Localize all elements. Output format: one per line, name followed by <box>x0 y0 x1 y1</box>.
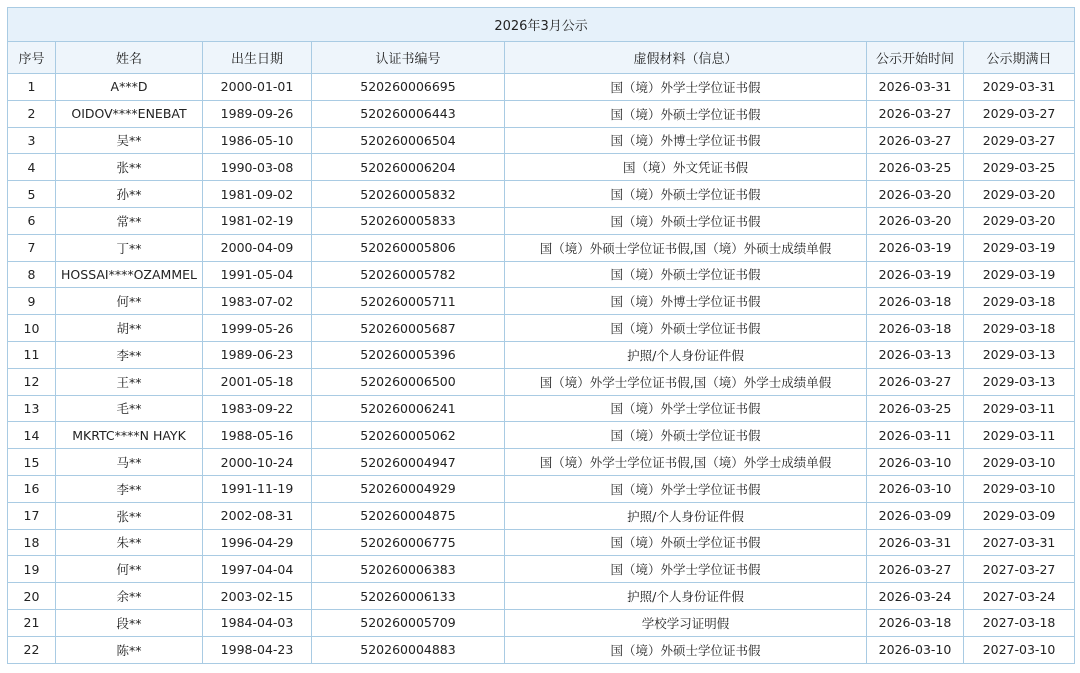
cell-false-material: 国（境）外硕士学位证书假 <box>505 422 867 449</box>
table-row <box>8 261 1075 288</box>
cell-notice-start: 2026-03-25 <box>867 154 964 181</box>
cell-certificate-number: 520260006504 <box>312 127 505 154</box>
cell-notice-start: 2026-03-31 <box>867 74 964 101</box>
cell-notice-end: 2027-03-31 <box>964 529 1075 556</box>
cell-notice-end: 2029-03-25 <box>964 154 1075 181</box>
cell-birth-date: 1991-11-19 <box>203 475 312 502</box>
cell-birth-date: 1989-06-23 <box>203 341 312 368</box>
cell-notice-end: 2029-03-27 <box>964 100 1075 127</box>
cell-notice-start: 2026-03-20 <box>867 181 964 208</box>
cell-index: 19 <box>8 556 56 583</box>
cell-name: 胡** <box>56 315 203 342</box>
cell-certificate-number: 520260005711 <box>312 288 505 315</box>
table-row <box>8 502 1075 529</box>
cell-name: 常** <box>56 207 203 234</box>
cell-notice-start: 2026-03-20 <box>867 207 964 234</box>
table-row <box>8 154 1075 181</box>
cell-notice-end: 2029-03-09 <box>964 502 1075 529</box>
cell-notice-end: 2027-03-27 <box>964 556 1075 583</box>
cell-false-material: 国（境）外学士学位证书假,国（境）外学士成绩单假 <box>505 449 867 476</box>
cell-name: 朱** <box>56 529 203 556</box>
cell-notice-end: 2029-03-18 <box>964 288 1075 315</box>
cell-certificate-number: 520260005709 <box>312 609 505 636</box>
header-birth-date: 出生日期 <box>203 42 312 74</box>
cell-birth-date: 1981-02-19 <box>203 207 312 234</box>
header-certificate-number: 认证书编号 <box>312 42 505 74</box>
table-row <box>8 422 1075 449</box>
cell-certificate-number: 520260005806 <box>312 234 505 261</box>
cell-birth-date: 1996-04-29 <box>203 529 312 556</box>
header-notice-start: 公示开始时间 <box>867 42 964 74</box>
header-name: 姓名 <box>56 42 203 74</box>
cell-birth-date: 1984-04-03 <box>203 609 312 636</box>
cell-notice-end: 2029-03-27 <box>964 127 1075 154</box>
cell-birth-date: 1983-07-02 <box>203 288 312 315</box>
cell-certificate-number: 520260005062 <box>312 422 505 449</box>
cell-name: 段** <box>56 609 203 636</box>
cell-index: 5 <box>8 181 56 208</box>
cell-certificate-number: 520260004883 <box>312 636 505 663</box>
cell-index: 17 <box>8 502 56 529</box>
cell-name: 王** <box>56 368 203 395</box>
cell-notice-end: 2029-03-20 <box>964 207 1075 234</box>
cell-birth-date: 1989-09-26 <box>203 100 312 127</box>
cell-false-material: 国（境）外学士学位证书假 <box>505 556 867 583</box>
cell-notice-start: 2026-03-27 <box>867 127 964 154</box>
cell-certificate-number: 520260006383 <box>312 556 505 583</box>
cell-notice-end: 2029-03-11 <box>964 395 1075 422</box>
cell-birth-date: 1988-05-16 <box>203 422 312 449</box>
cell-certificate-number: 520260006133 <box>312 583 505 610</box>
cell-notice-start: 2026-03-10 <box>867 449 964 476</box>
cell-name: 李** <box>56 341 203 368</box>
cell-name: 陈** <box>56 636 203 663</box>
cell-certificate-number: 520260005687 <box>312 315 505 342</box>
cell-false-material: 国（境）外硕士学位证书假 <box>505 261 867 288</box>
table-row <box>8 636 1075 663</box>
table-row <box>8 127 1075 154</box>
cell-notice-start: 2026-03-10 <box>867 636 964 663</box>
table-row <box>8 315 1075 342</box>
cell-birth-date: 1997-04-04 <box>203 556 312 583</box>
cell-index: 9 <box>8 288 56 315</box>
cell-notice-end: 2029-03-10 <box>964 449 1075 476</box>
cell-notice-start: 2026-03-27 <box>867 368 964 395</box>
cell-notice-end: 2029-03-31 <box>964 74 1075 101</box>
table-row <box>8 74 1075 101</box>
cell-false-material: 国（境）外硕士学位证书假,国（境）外硕士成绩单假 <box>505 234 867 261</box>
table-row <box>8 181 1075 208</box>
cell-name: MKRTC****N HAYK <box>56 422 203 449</box>
cell-name: A***D <box>56 74 203 101</box>
cell-false-material: 国（境）外硕士学位证书假 <box>505 207 867 234</box>
cell-false-material: 国（境）外博士学位证书假 <box>505 288 867 315</box>
cell-false-material: 国（境）外学士学位证书假,国（境）外学士成绩单假 <box>505 368 867 395</box>
cell-birth-date: 2000-04-09 <box>203 234 312 261</box>
cell-false-material: 护照/个人身份证件假 <box>505 341 867 368</box>
cell-index: 20 <box>8 583 56 610</box>
cell-notice-start: 2026-03-18 <box>867 288 964 315</box>
cell-index: 3 <box>8 127 56 154</box>
table-row <box>8 207 1075 234</box>
notice-table-container <box>7 7 1074 664</box>
cell-certificate-number: 520260004947 <box>312 449 505 476</box>
cell-notice-end: 2029-03-11 <box>964 422 1075 449</box>
cell-notice-end: 2029-03-19 <box>964 261 1075 288</box>
cell-name: 余** <box>56 583 203 610</box>
table-row <box>8 395 1075 422</box>
cell-name: 李** <box>56 475 203 502</box>
cell-birth-date: 1983-09-22 <box>203 395 312 422</box>
cell-index: 2 <box>8 100 56 127</box>
cell-notice-start: 2026-03-19 <box>867 261 964 288</box>
notice-table <box>7 7 1075 664</box>
table-row <box>8 583 1075 610</box>
cell-index: 16 <box>8 475 56 502</box>
cell-name: OIDOV****ENEBAT <box>56 100 203 127</box>
cell-notice-end: 2029-03-13 <box>964 368 1075 395</box>
cell-certificate-number: 520260006775 <box>312 529 505 556</box>
cell-birth-date: 2003-02-15 <box>203 583 312 610</box>
table-row <box>8 556 1075 583</box>
cell-false-material: 护照/个人身份证件假 <box>505 583 867 610</box>
cell-index: 13 <box>8 395 56 422</box>
cell-birth-date: 1990-03-08 <box>203 154 312 181</box>
cell-certificate-number: 520260005833 <box>312 207 505 234</box>
cell-notice-end: 2029-03-19 <box>964 234 1075 261</box>
cell-notice-start: 2026-03-31 <box>867 529 964 556</box>
cell-certificate-number: 520260005782 <box>312 261 505 288</box>
cell-notice-end: 2029-03-10 <box>964 475 1075 502</box>
cell-notice-end: 2029-03-18 <box>964 315 1075 342</box>
table-title: 2026年3月公示 <box>8 8 1075 42</box>
cell-false-material: 国（境）外硕士学位证书假 <box>505 636 867 663</box>
cell-name: 何** <box>56 556 203 583</box>
header-index: 序号 <box>8 42 56 74</box>
cell-birth-date: 2000-01-01 <box>203 74 312 101</box>
cell-false-material: 国（境）外硕士学位证书假 <box>505 529 867 556</box>
table-row <box>8 100 1075 127</box>
cell-name: 吴** <box>56 127 203 154</box>
cell-index: 8 <box>8 261 56 288</box>
cell-index: 11 <box>8 341 56 368</box>
cell-notice-start: 2026-03-18 <box>867 315 964 342</box>
cell-notice-start: 2026-03-11 <box>867 422 964 449</box>
cell-index: 1 <box>8 74 56 101</box>
cell-birth-date: 1998-04-23 <box>203 636 312 663</box>
cell-index: 14 <box>8 422 56 449</box>
cell-name: 孙** <box>56 181 203 208</box>
cell-name: 马** <box>56 449 203 476</box>
cell-index: 10 <box>8 315 56 342</box>
cell-name: HOSSAI****OZAMMEL <box>56 261 203 288</box>
cell-notice-start: 2026-03-24 <box>867 583 964 610</box>
cell-name: 何** <box>56 288 203 315</box>
cell-notice-start: 2026-03-13 <box>867 341 964 368</box>
cell-notice-start: 2026-03-27 <box>867 100 964 127</box>
cell-notice-end: 2029-03-13 <box>964 341 1075 368</box>
table-header-row <box>8 42 1075 74</box>
cell-false-material: 国（境）外博士学位证书假 <box>505 127 867 154</box>
cell-notice-start: 2026-03-18 <box>867 609 964 636</box>
cell-certificate-number: 520260006695 <box>312 74 505 101</box>
cell-certificate-number: 520260004929 <box>312 475 505 502</box>
cell-index: 18 <box>8 529 56 556</box>
cell-notice-start: 2026-03-25 <box>867 395 964 422</box>
cell-index: 7 <box>8 234 56 261</box>
cell-certificate-number: 520260006443 <box>312 100 505 127</box>
table-row <box>8 449 1075 476</box>
cell-certificate-number: 520260006500 <box>312 368 505 395</box>
cell-index: 21 <box>8 609 56 636</box>
cell-birth-date: 2001-05-18 <box>203 368 312 395</box>
cell-name: 毛** <box>56 395 203 422</box>
cell-birth-date: 1991-05-04 <box>203 261 312 288</box>
cell-birth-date: 2002-08-31 <box>203 502 312 529</box>
cell-notice-end: 2027-03-24 <box>964 583 1075 610</box>
header-notice-end: 公示期满日 <box>964 42 1075 74</box>
cell-false-material: 国（境）外文凭证书假 <box>505 154 867 181</box>
cell-birth-date: 2000-10-24 <box>203 449 312 476</box>
cell-notice-start: 2026-03-10 <box>867 475 964 502</box>
cell-false-material: 国（境）外硕士学位证书假 <box>505 315 867 342</box>
table-row <box>8 475 1075 502</box>
cell-certificate-number: 520260005832 <box>312 181 505 208</box>
cell-false-material: 国（境）外硕士学位证书假 <box>505 100 867 127</box>
cell-certificate-number: 520260006204 <box>312 154 505 181</box>
cell-notice-start: 2026-03-27 <box>867 556 964 583</box>
cell-certificate-number: 520260006241 <box>312 395 505 422</box>
cell-notice-start: 2026-03-19 <box>867 234 964 261</box>
cell-false-material: 学校学习证明假 <box>505 609 867 636</box>
header-false-material: 虚假材料（信息） <box>505 42 867 74</box>
cell-birth-date: 1999-05-26 <box>203 315 312 342</box>
cell-notice-start: 2026-03-09 <box>867 502 964 529</box>
cell-certificate-number: 520260005396 <box>312 341 505 368</box>
cell-false-material: 国（境）外硕士学位证书假 <box>505 181 867 208</box>
table-row <box>8 234 1075 261</box>
cell-index: 12 <box>8 368 56 395</box>
cell-false-material: 护照/个人身份证件假 <box>505 502 867 529</box>
table-row <box>8 368 1075 395</box>
table-row <box>8 529 1075 556</box>
table-row <box>8 341 1075 368</box>
cell-name: 张** <box>56 154 203 181</box>
cell-birth-date: 1981-09-02 <box>203 181 312 208</box>
cell-index: 4 <box>8 154 56 181</box>
cell-false-material: 国（境）外学士学位证书假 <box>505 475 867 502</box>
cell-false-material: 国（境）外学士学位证书假 <box>505 74 867 101</box>
cell-false-material: 国（境）外学士学位证书假 <box>505 395 867 422</box>
cell-notice-end: 2027-03-18 <box>964 609 1075 636</box>
cell-name: 张** <box>56 502 203 529</box>
cell-index: 6 <box>8 207 56 234</box>
cell-name: 丁** <box>56 234 203 261</box>
cell-certificate-number: 520260004875 <box>312 502 505 529</box>
cell-notice-end: 2027-03-10 <box>964 636 1075 663</box>
cell-index: 15 <box>8 449 56 476</box>
table-row <box>8 288 1075 315</box>
cell-index: 22 <box>8 636 56 663</box>
table-row <box>8 609 1075 636</box>
cell-notice-end: 2029-03-20 <box>964 181 1075 208</box>
cell-birth-date: 1986-05-10 <box>203 127 312 154</box>
